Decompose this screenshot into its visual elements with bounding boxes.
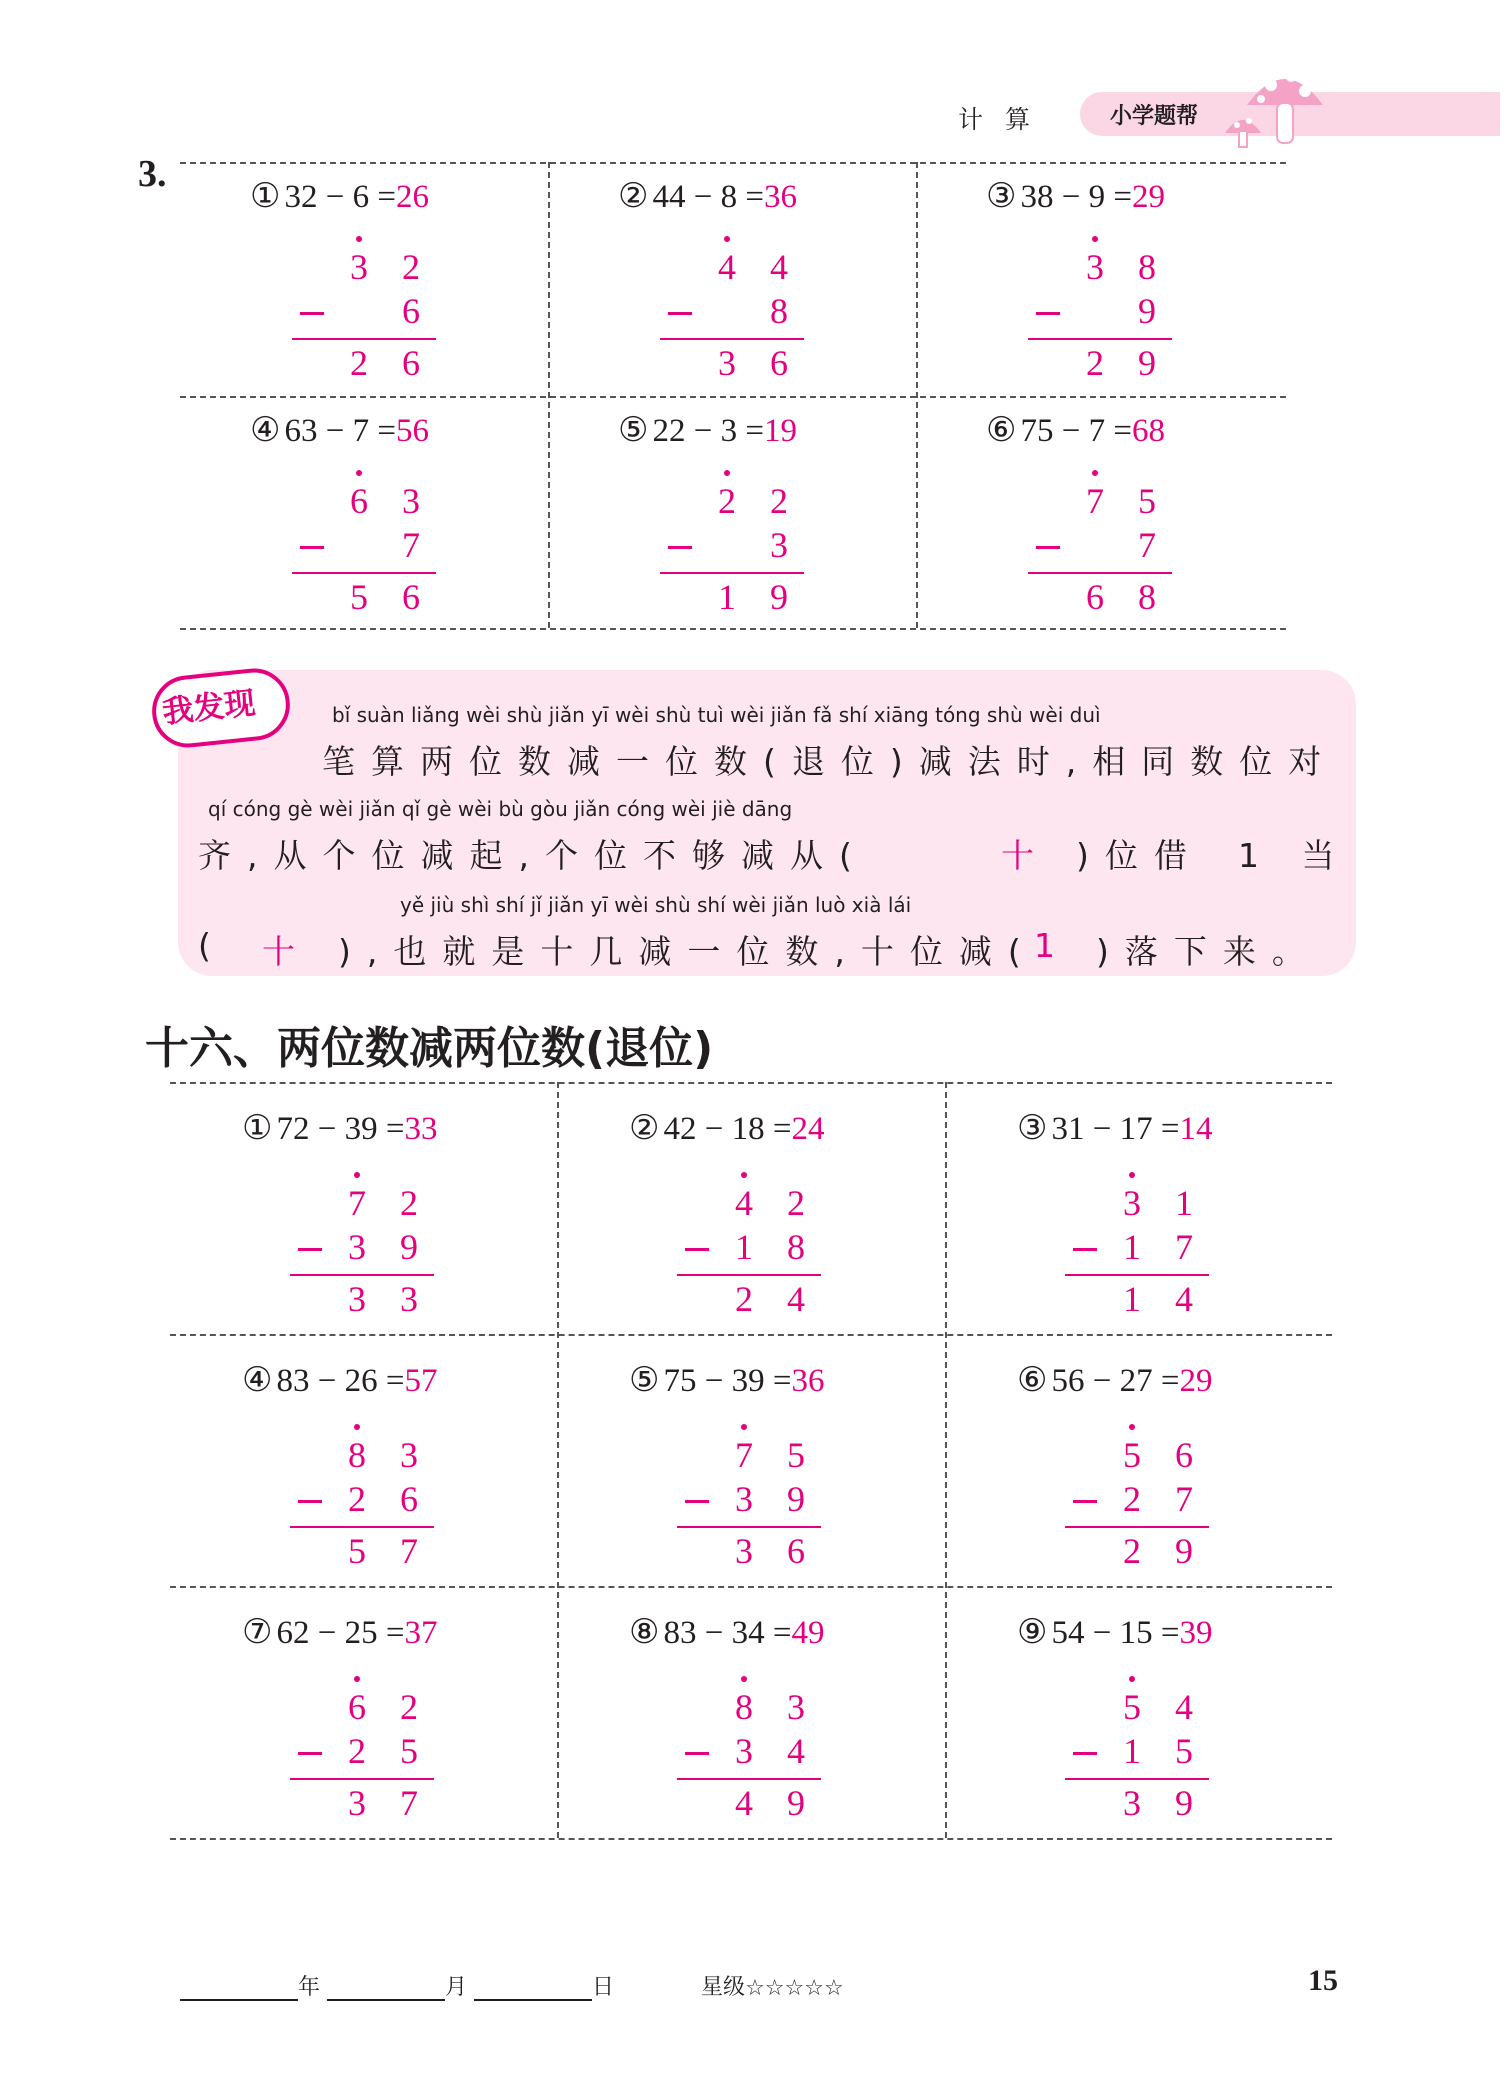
bottom-digit: 8 xyxy=(787,1227,805,1267)
grid-divider-v xyxy=(945,1082,947,1838)
text-line-3a: ( xyxy=(198,926,227,965)
calculation-bar xyxy=(1065,1526,1209,1528)
problem-number: ④ xyxy=(250,412,281,449)
result-digit: 9 xyxy=(1175,1783,1193,1823)
bottom-digit: 1 xyxy=(1123,1731,1141,1771)
result-digit: 3 xyxy=(735,1531,753,1571)
grid-divider-h xyxy=(180,162,1286,164)
text-line-2a: 齐,从个位减起,个位不够减从( xyxy=(198,836,868,875)
minus-sign xyxy=(1036,546,1060,549)
minus-sign xyxy=(685,1752,709,1755)
minus-sign xyxy=(685,1500,709,1503)
calculation-bar xyxy=(677,1778,821,1780)
answer-fill-3: 1 xyxy=(1034,926,1055,965)
result-digit: 2 xyxy=(1123,1531,1141,1571)
minus-sign xyxy=(1036,312,1060,315)
month-label: 月 xyxy=(445,1975,468,2000)
minus-sign xyxy=(298,1752,322,1755)
bottom-digit: 5 xyxy=(1175,1731,1193,1771)
equation-answer: 33 xyxy=(404,1111,438,1147)
result-digit: 9 xyxy=(770,577,788,617)
result-digit: 6 xyxy=(402,343,420,383)
equation xyxy=(242,1360,437,1400)
borrow-dot xyxy=(1092,470,1098,476)
equation-expression: 38 − 9 = xyxy=(1020,179,1132,215)
problem-number: ③ xyxy=(1017,1110,1048,1147)
equation-expression: 56 − 27 = xyxy=(1051,1363,1180,1399)
result-digit: 5 xyxy=(350,577,368,617)
top-digit: 3 xyxy=(1086,247,1104,287)
borrow-dot xyxy=(741,1172,747,1178)
problem-number: ⑦ xyxy=(242,1614,273,1651)
top-digit: 2 xyxy=(770,481,788,521)
equation xyxy=(618,176,797,216)
equation-answer: 49 xyxy=(791,1615,825,1651)
bottom-digit: 4 xyxy=(787,1731,805,1771)
grid-divider-h xyxy=(170,1838,1332,1840)
equation-answer: 39 xyxy=(1179,1615,1213,1651)
borrow-dot xyxy=(724,470,730,476)
pinyin-line-2: qí cóng gè wèi jiǎn qǐ gè wèi bù gòu jiǎn cóng wèi jiè dāng xyxy=(208,797,793,821)
equation xyxy=(1017,1612,1212,1652)
borrow-dot xyxy=(1129,1424,1135,1430)
answer-fill-1: 十 xyxy=(1001,836,1034,875)
problem-number: ① xyxy=(250,178,281,215)
equation xyxy=(250,176,429,216)
top-digit: 6 xyxy=(350,481,368,521)
borrow-dot xyxy=(356,236,362,242)
borrow-dot xyxy=(1092,236,1098,242)
top-digit: 8 xyxy=(348,1435,366,1475)
bottom-digit: 7 xyxy=(402,525,420,565)
bottom-digit: 2 xyxy=(348,1479,366,1519)
bottom-digit: 9 xyxy=(1138,291,1156,331)
grid-divider-h xyxy=(170,1586,1332,1588)
result-digit: 3 xyxy=(348,1279,366,1319)
problem-number: ⑧ xyxy=(629,1614,660,1651)
equation xyxy=(629,1360,824,1400)
equation-expression: 32 − 6 = xyxy=(284,179,396,215)
equation xyxy=(986,176,1165,216)
top-digit: 6 xyxy=(1175,1435,1193,1475)
calculation-bar xyxy=(1065,1778,1209,1780)
top-digit: 5 xyxy=(1138,481,1156,521)
top-digit: 2 xyxy=(787,1183,805,1223)
result-digit: 9 xyxy=(1138,343,1156,383)
borrow-dot xyxy=(724,236,730,242)
equation-answer: 19 xyxy=(763,413,797,449)
year-blank[interactable] xyxy=(180,1981,298,2001)
result-digit: 4 xyxy=(787,1279,805,1319)
day-blank[interactable] xyxy=(474,1981,592,2001)
bottom-digit: 2 xyxy=(1123,1479,1141,1519)
section-title: 十六、两位数减两位数(退位) xyxy=(145,1023,714,1074)
equation-expression: 75 − 39 = xyxy=(663,1363,792,1399)
result-digit: 9 xyxy=(1175,1531,1193,1571)
equation-answer: 26 xyxy=(395,179,429,215)
equation-expression: 83 − 26 = xyxy=(276,1363,405,1399)
rating-label: 星级 xyxy=(701,1975,746,2000)
header-brand-label: 小学题帮 xyxy=(1110,104,1199,129)
top-digit: 4 xyxy=(718,247,736,287)
top-digit: 4 xyxy=(1175,1687,1193,1727)
result-digit: 8 xyxy=(1138,577,1156,617)
text-line-3b: ),也就是十几减一位数,十位减( xyxy=(338,932,1037,971)
result-digit: 6 xyxy=(770,343,788,383)
borrow-dot xyxy=(354,1424,360,1430)
top-digit: 2 xyxy=(402,247,420,287)
equation-expression: 44 − 8 = xyxy=(652,179,764,215)
top-digit: 6 xyxy=(348,1687,366,1727)
grid-divider-h xyxy=(180,628,1286,630)
equation-answer: 36 xyxy=(763,179,797,215)
equation-answer: 36 xyxy=(791,1363,825,1399)
top-digit: 2 xyxy=(400,1183,418,1223)
result-digit: 7 xyxy=(400,1531,418,1571)
text-line-1: 笔算两位数减一位数(退位)减法时,相同数位对 xyxy=(322,742,1338,781)
calculation-bar xyxy=(677,1274,821,1276)
equation-answer: 14 xyxy=(1179,1111,1213,1147)
result-digit: 5 xyxy=(348,1531,366,1571)
grid-divider-h xyxy=(180,396,1286,398)
result-digit: 6 xyxy=(402,577,420,617)
equation-expression: 63 − 7 = xyxy=(284,413,396,449)
equation-expression: 42 − 18 = xyxy=(663,1111,792,1147)
text-line-2b: )位借 xyxy=(1076,836,1203,875)
grid-divider-v xyxy=(557,1082,559,1838)
grid-divider-h xyxy=(170,1082,1332,1084)
grid-divider-v xyxy=(548,162,550,628)
equation-expression: 54 − 15 = xyxy=(1051,1615,1180,1651)
equation xyxy=(242,1108,437,1148)
minus-sign xyxy=(1073,1752,1097,1755)
bottom-digit: 3 xyxy=(770,525,788,565)
bottom-digit: 8 xyxy=(770,291,788,331)
bottom-digit: 1 xyxy=(735,1227,753,1267)
bottom-digit: 7 xyxy=(1138,525,1156,565)
pinyin-line-3: yě jiù shì shí jǐ jiǎn yī wèi shù shí wèi jiǎn luò xià lái xyxy=(400,893,912,917)
bottom-digit: 7 xyxy=(1175,1227,1193,1267)
bottom-digit: 9 xyxy=(400,1227,418,1267)
bottom-digit: 1 xyxy=(1123,1227,1141,1267)
top-digit: 2 xyxy=(718,481,736,521)
equation-expression: 72 − 39 = xyxy=(276,1111,405,1147)
calculation-bar xyxy=(660,338,804,340)
bottom-digit: 2 xyxy=(348,1731,366,1771)
equation-expression: 22 − 3 = xyxy=(652,413,764,449)
equation-answer: 37 xyxy=(404,1615,438,1651)
borrow-dot xyxy=(356,470,362,476)
top-digit: 3 xyxy=(400,1435,418,1475)
top-digit: 8 xyxy=(1138,247,1156,287)
calculation-bar xyxy=(292,572,436,574)
calculation-bar xyxy=(290,1274,434,1276)
top-digit: 5 xyxy=(787,1435,805,1475)
result-digit: 6 xyxy=(787,1531,805,1571)
equation-expression: 75 − 7 = xyxy=(1020,413,1132,449)
bottom-digit: 6 xyxy=(402,291,420,331)
calculation-bar xyxy=(1028,572,1172,574)
borrow-dot xyxy=(354,1676,360,1682)
grid-divider-h xyxy=(170,1334,1332,1336)
year-label: 年 xyxy=(298,1975,321,2000)
equation xyxy=(242,1612,437,1652)
result-digit: 9 xyxy=(787,1783,805,1823)
result-digit: 2 xyxy=(735,1279,753,1319)
equation xyxy=(986,410,1165,450)
problem-number: ⑥ xyxy=(986,412,1017,449)
result-digit: 7 xyxy=(400,1783,418,1823)
equation xyxy=(250,410,429,450)
result-digit: 3 xyxy=(348,1783,366,1823)
top-digit: 5 xyxy=(1123,1435,1141,1475)
grid-divider-v xyxy=(916,162,918,628)
problem-number: ⑨ xyxy=(1017,1614,1048,1651)
problem-number: ② xyxy=(618,178,649,215)
minus-sign xyxy=(668,546,692,549)
equation-expression: 31 − 17 = xyxy=(1051,1111,1180,1147)
discovery-badge-label: 我发现 xyxy=(160,685,257,731)
minus-sign xyxy=(668,312,692,315)
problem-number: ③ xyxy=(986,178,1017,215)
minus-sign xyxy=(300,312,324,315)
top-digit: 7 xyxy=(348,1183,366,1223)
equation-answer: 57 xyxy=(404,1363,438,1399)
calculation-bar xyxy=(290,1526,434,1528)
borrow-dot xyxy=(741,1676,747,1682)
calculation-bar xyxy=(292,338,436,340)
calculation-bar xyxy=(1065,1274,1209,1276)
top-digit: 3 xyxy=(1123,1183,1141,1223)
top-digit: 3 xyxy=(787,1687,805,1727)
problem-number: ⑤ xyxy=(629,1362,660,1399)
rating-stars[interactable]: ☆☆☆☆☆ xyxy=(745,1976,844,2001)
calculation-bar xyxy=(1028,338,1172,340)
top-digit: 7 xyxy=(1086,481,1104,521)
top-digit: 8 xyxy=(735,1687,753,1727)
minus-sign xyxy=(298,1248,322,1251)
question-number: 3. xyxy=(138,153,167,195)
result-digit: 2 xyxy=(350,343,368,383)
bottom-digit: 5 xyxy=(400,1731,418,1771)
result-digit: 1 xyxy=(718,577,736,617)
mushroom-icon xyxy=(1225,55,1345,150)
equation-expression: 83 − 34 = xyxy=(663,1615,792,1651)
minus-sign xyxy=(685,1248,709,1251)
top-digit: 4 xyxy=(735,1183,753,1223)
equation xyxy=(629,1108,824,1148)
bottom-digit: 3 xyxy=(735,1731,753,1771)
calculation-bar xyxy=(660,572,804,574)
page-number: 15 xyxy=(1308,1964,1338,1997)
minus-sign xyxy=(1073,1248,1097,1251)
problem-number: ⑥ xyxy=(1017,1362,1048,1399)
equation-answer: 29 xyxy=(1179,1363,1213,1399)
problem-number: ② xyxy=(629,1110,660,1147)
bottom-digit: 9 xyxy=(787,1479,805,1519)
borrow-dot xyxy=(354,1172,360,1178)
top-digit: 3 xyxy=(402,481,420,521)
calculation-bar xyxy=(677,1526,821,1528)
result-digit: 3 xyxy=(1123,1783,1141,1823)
top-digit: 4 xyxy=(770,247,788,287)
problem-number: ⑤ xyxy=(618,412,649,449)
equation xyxy=(618,410,797,450)
bottom-digit: 6 xyxy=(400,1479,418,1519)
day-label: 日 xyxy=(592,1975,615,2000)
top-digit: 3 xyxy=(350,247,368,287)
equation-answer: 29 xyxy=(1131,179,1165,215)
top-digit: 5 xyxy=(1123,1687,1141,1727)
answer-fill-2: 十 xyxy=(262,932,295,971)
result-digit: 3 xyxy=(718,343,736,383)
text-line-3c: )落下来。 xyxy=(1096,932,1321,971)
equation-answer: 24 xyxy=(791,1111,825,1147)
result-digit: 1 xyxy=(1123,1279,1141,1319)
borrow-dot xyxy=(1129,1676,1135,1682)
bottom-digit: 7 xyxy=(1175,1479,1193,1519)
calculation-bar xyxy=(290,1778,434,1780)
equation-answer: 68 xyxy=(1131,413,1165,449)
equation xyxy=(1017,1360,1212,1400)
top-digit: 1 xyxy=(1175,1183,1193,1223)
month-blank[interactable] xyxy=(327,1981,445,2001)
result-digit: 6 xyxy=(1086,577,1104,617)
equation xyxy=(629,1612,824,1652)
top-digit: 7 xyxy=(735,1435,753,1475)
result-digit: 3 xyxy=(400,1279,418,1319)
text-line-2c: 1 当 xyxy=(1238,836,1351,875)
bottom-digit: 3 xyxy=(735,1479,753,1519)
bottom-digit: 3 xyxy=(348,1227,366,1267)
result-digit: 2 xyxy=(1086,343,1104,383)
header-section-title: 计算 xyxy=(958,105,1053,134)
borrow-dot xyxy=(1129,1172,1135,1178)
problem-number: ① xyxy=(242,1110,273,1147)
result-digit: 4 xyxy=(735,1783,753,1823)
top-digit: 2 xyxy=(400,1687,418,1727)
pinyin-line-1: bǐ suàn liǎng wèi shù jiǎn yī wèi shù tuì wèi jiǎn fǎ shí xiāng tóng shù wèi duì xyxy=(332,703,1101,727)
minus-sign xyxy=(300,546,324,549)
footer-date-rating xyxy=(180,1970,844,2001)
equation-answer: 56 xyxy=(395,413,429,449)
problem-number: ④ xyxy=(242,1362,273,1399)
result-digit: 4 xyxy=(1175,1279,1193,1319)
minus-sign xyxy=(1073,1500,1097,1503)
equation-expression: 62 − 25 = xyxy=(276,1615,405,1651)
equation xyxy=(1017,1108,1212,1148)
borrow-dot xyxy=(741,1424,747,1430)
minus-sign xyxy=(298,1500,322,1503)
